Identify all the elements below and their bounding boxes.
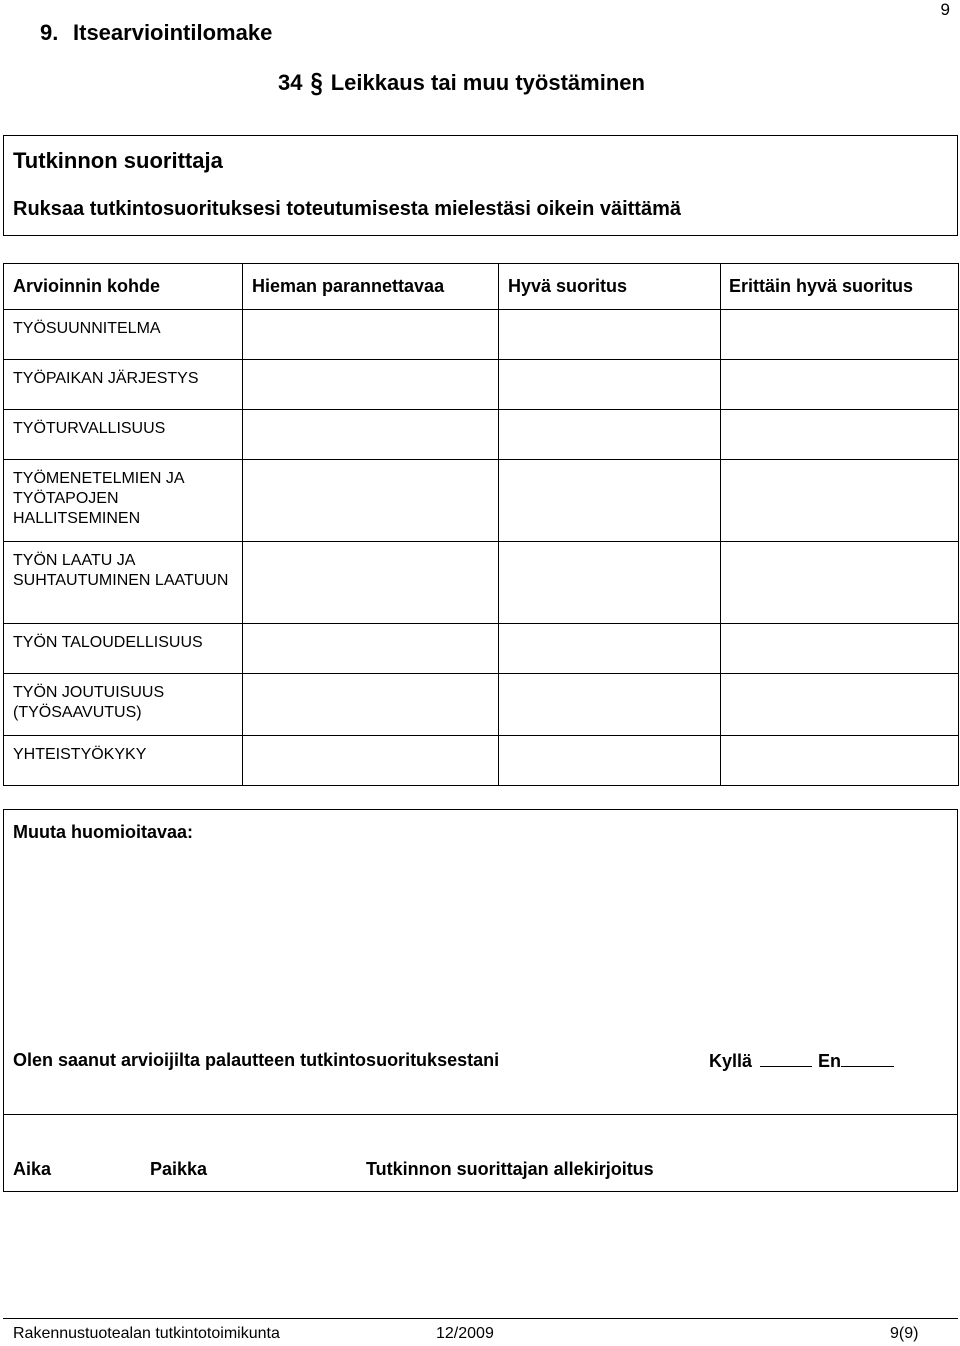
section-symbol: § [310, 66, 323, 98]
table-row [4, 360, 959, 410]
feedback-yes [709, 1050, 812, 1072]
table-row [4, 674, 959, 736]
rating-cell[interactable] [243, 542, 499, 624]
yes-label: Kyllä [709, 1051, 753, 1071]
table-header-row [4, 264, 959, 310]
no-blank[interactable] [841, 1050, 894, 1067]
signature-box [3, 1114, 958, 1192]
criterion-label: TYÖN JOUTUISUUS (TYÖSAAVUTUS) [4, 674, 243, 736]
feedback-statement: Olen saanut arvioijilta palautteen tutkintosuorituksestani [13, 1050, 500, 1070]
table-row [4, 310, 959, 360]
section-number: 34 [278, 70, 303, 95]
intro-title: Tutkinnon suorittaja [13, 148, 223, 173]
criterion-label: TYÖPAIKAN JÄRJESTYS [4, 360, 243, 410]
rating-cell[interactable] [243, 410, 499, 460]
rating-cell[interactable] [721, 460, 959, 542]
table-row [4, 460, 959, 542]
rating-cell[interactable] [721, 674, 959, 736]
no-label: En [818, 1051, 842, 1071]
footer-page: 9(9) [890, 1325, 919, 1342]
rating-cell[interactable] [721, 360, 959, 410]
rating-cell[interactable] [243, 736, 499, 786]
rating-cell[interactable] [499, 736, 721, 786]
header-cell: Hyvä suoritus [499, 264, 721, 310]
rating-cell[interactable] [243, 360, 499, 410]
rating-cell[interactable] [499, 460, 721, 542]
heading-number: 9. [40, 20, 59, 45]
criterion-label: TYÖN TALOUDELLISUUS [4, 624, 243, 674]
rating-cell[interactable] [499, 674, 721, 736]
intro-instruction: Ruksaa tutkintosuorituksesi toteutumisesta mielestäsi oikein väittämä [13, 198, 681, 220]
criterion-label: TYÖMENETELMIEN JA TYÖTAPOJEN HALLITSEMINEN [4, 460, 243, 542]
section-title [278, 66, 645, 98]
rating-cell[interactable] [721, 736, 959, 786]
rating-cell[interactable] [721, 624, 959, 674]
table-row [4, 624, 959, 674]
rating-cell[interactable] [721, 410, 959, 460]
rating-cell[interactable] [721, 310, 959, 360]
intro-box [3, 135, 958, 236]
table-row [4, 410, 959, 460]
notes-label: Muuta huomioitavaa: [13, 822, 194, 842]
header-cell: Erittäin hyvä suoritus [721, 264, 959, 310]
rating-cell[interactable] [243, 310, 499, 360]
criterion-label: TYÖTURVALLISUUS [4, 410, 243, 460]
place-label: Paikka [150, 1159, 208, 1179]
criterion-label: YHTEISTYÖKYKY [4, 736, 243, 786]
rating-cell[interactable] [499, 360, 721, 410]
rating-cell[interactable] [243, 624, 499, 674]
section-text: Leikkaus tai muu työstäminen [330, 70, 645, 95]
criterion-label: TYÖN LAATU JA SUHTAUTUMINEN LAATUUN [4, 542, 243, 624]
rating-cell[interactable] [499, 410, 721, 460]
footer-divider [3, 1318, 958, 1319]
header-cell: Arvioinnin kohde [4, 264, 243, 310]
notes-box[interactable] [3, 809, 958, 1115]
footer-organization: Rakennustuotealan tutkintotoimikunta [13, 1325, 280, 1342]
heading-text: Itsearviointilomake [73, 20, 273, 45]
header-cell: Hieman parannettavaa [243, 264, 499, 310]
rating-cell[interactable] [243, 460, 499, 542]
rating-cell[interactable] [499, 624, 721, 674]
rating-cell[interactable] [243, 674, 499, 736]
feedback-no [818, 1050, 894, 1072]
yes-blank[interactable] [760, 1050, 812, 1067]
page-heading [40, 20, 272, 46]
signature-label: Tutkinnon suorittajan allekirjoitus [366, 1159, 654, 1179]
table-row [4, 736, 959, 786]
table-row [4, 542, 959, 624]
rating-cell[interactable] [499, 310, 721, 360]
time-label: Aika [13, 1159, 52, 1179]
criterion-label: TYÖSUUNNITELMA [4, 310, 243, 360]
footer-date: 12/2009 [436, 1325, 494, 1342]
rating-cell[interactable] [499, 542, 721, 624]
rating-cell[interactable] [721, 542, 959, 624]
assessment-table [3, 263, 959, 786]
page-number: 9 [940, 0, 950, 19]
